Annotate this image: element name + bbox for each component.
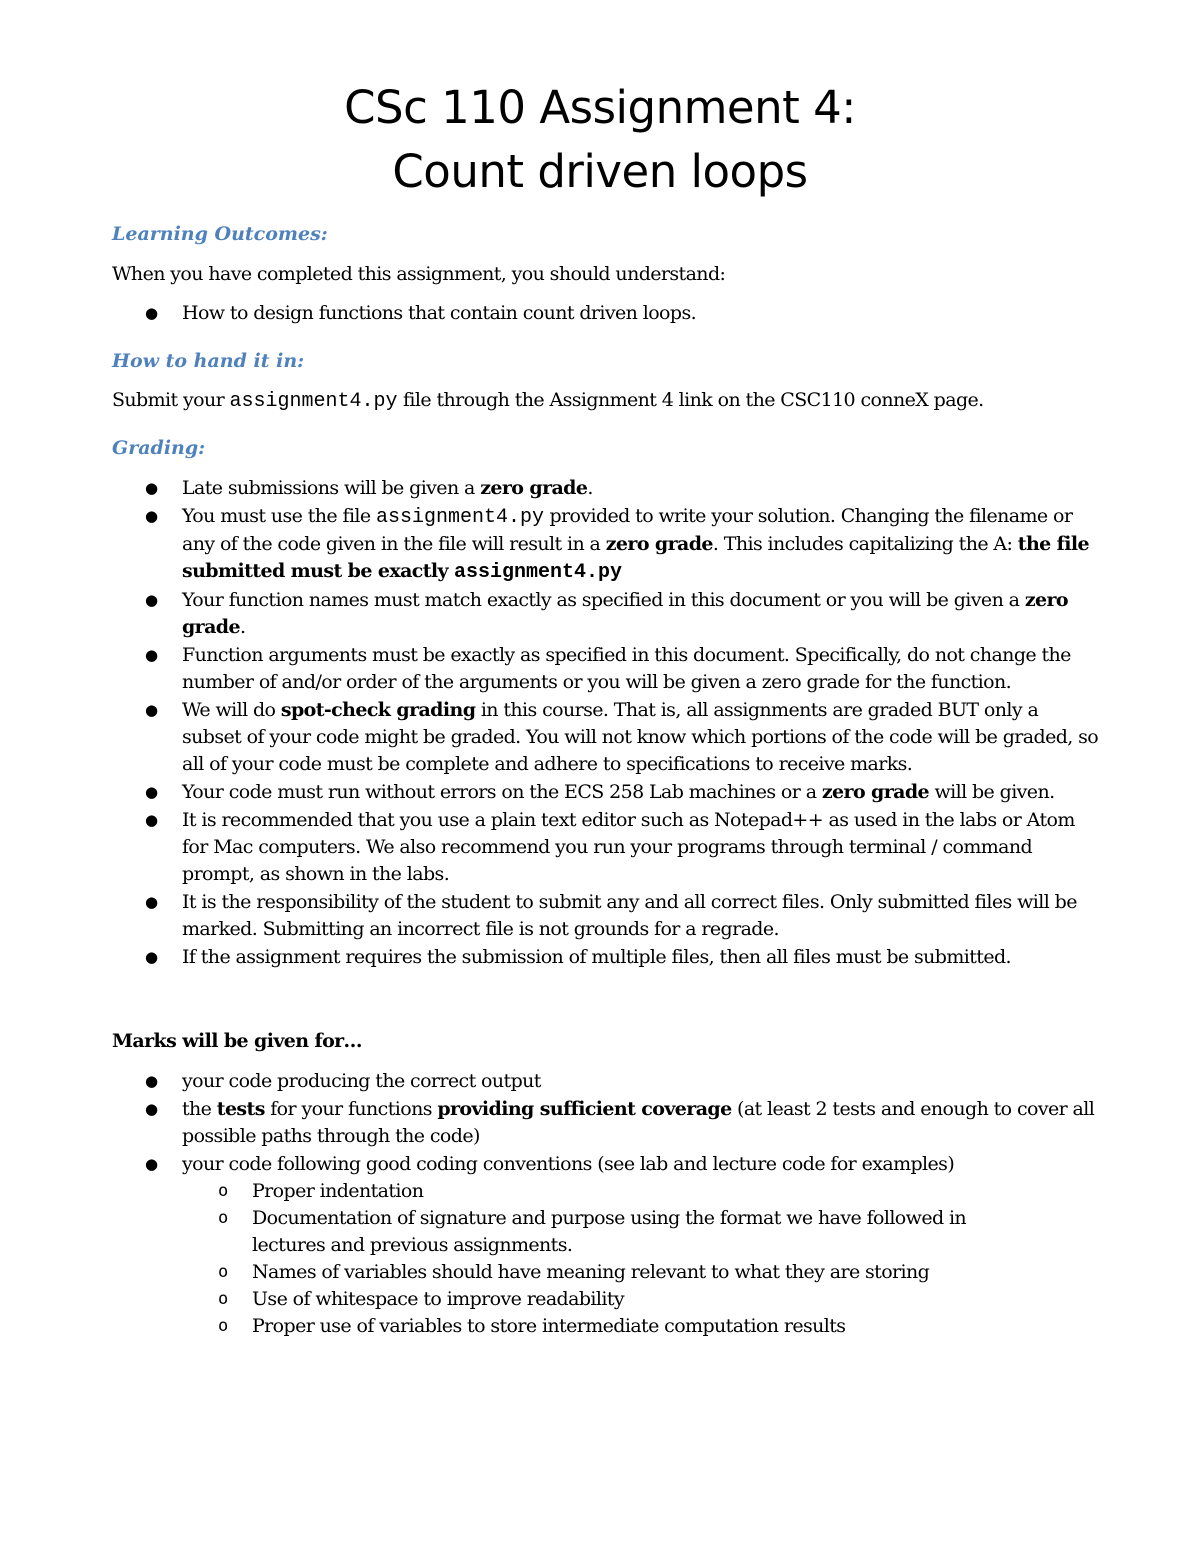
grading-item-text: will be given. <box>929 781 1055 803</box>
title-line-1: CSc 110 Assignment 4: <box>344 81 856 134</box>
grading-item-filename: assignment4.py <box>375 506 545 529</box>
grading-item-function-names <box>112 587 1102 641</box>
bullet-icon: ● <box>145 783 158 801</box>
grading-item-late <box>112 475 1102 502</box>
learning-outcomes-list <box>112 300 1102 328</box>
bullet-icon: ● <box>145 1155 158 1173</box>
list-item-text: How to design functions that contain count driven loops. <box>182 302 697 324</box>
bullet-icon: ● <box>145 948 158 966</box>
bullet-icon: ● <box>145 1100 158 1118</box>
circle-bullet-icon: o <box>218 1316 228 1336</box>
grading-item-bold: zero grade <box>605 533 713 555</box>
marks-list <box>112 1068 1102 1341</box>
circle-bullet-icon: o <box>218 1289 228 1309</box>
bullet-icon: ● <box>145 646 158 664</box>
grading-item-text: If the assignment requires the submission of multiple files, then all files must be submitted. <box>182 946 1011 968</box>
hand-in-text-after: file through the Assignment 4 link on the CSC110 conneX page. <box>397 389 984 411</box>
grading-item-text: You must use the file <box>182 505 376 527</box>
grading-item-text: in this course. That is, all assignments are graded BUT only a subset of your code might be graded. You will not know which portions of the code will be graded, so all of your code must be complete and adhere to specifications to receive marks. <box>182 699 1099 775</box>
grading-item-file <box>112 503 1102 586</box>
grading-item-filename-bold: assignment4.py <box>454 561 623 584</box>
conventions-sublist <box>112 1178 1102 1340</box>
bullet-icon: ● <box>145 1072 158 1090</box>
hand-in-filename: assignment4.py <box>229 390 398 413</box>
grading-item-text: It is recommended that you use a plain text editor such as Notepad++ as used in the labs or Atom for Mac computers. We also recommend you run your programs through terminal / command prompt, as shown in the labs. <box>182 809 1075 885</box>
grading-item-text: We will do <box>182 699 281 721</box>
sublist-item <box>112 1178 1032 1205</box>
bullet-icon: ● <box>145 304 158 322</box>
bullet-icon: ● <box>145 811 158 829</box>
grading-item-text: Your function names must match exactly as specified in this document or you will be given a <box>182 589 1025 611</box>
grading-item-spot-check <box>112 697 1102 778</box>
sublist-item <box>112 1286 1032 1313</box>
grading-item-text: provided to write your solution. Changing the filename or any of the code given in the file will result in a <box>182 505 1073 555</box>
grading-item-multiple-files <box>112 944 1102 971</box>
sublist-item-text: Use of whitespace to improve readability <box>252 1288 624 1310</box>
grading-item-responsibility <box>112 889 1102 943</box>
marks-item-tests <box>112 1096 1102 1150</box>
sublist-item <box>112 1205 1032 1259</box>
bullet-icon: ● <box>145 591 158 609</box>
sublist-item-text: Documentation of signature and purpose using the format we have followed in lectures and previous assignments. <box>252 1207 967 1256</box>
learning-outcomes-heading: Learning Outcomes: <box>112 223 328 245</box>
bullet-icon: ● <box>145 507 158 525</box>
marks-item-conventions <box>112 1151 1102 1340</box>
grading-item-lab-machines <box>112 779 1102 806</box>
sublist-item <box>112 1313 1032 1340</box>
grading-item-arguments <box>112 642 1102 696</box>
circle-bullet-icon: o <box>218 1208 228 1228</box>
grading-heading: Grading: <box>112 437 206 459</box>
grading-item-bold: zero grade <box>821 781 930 803</box>
hand-in-text <box>112 387 984 415</box>
marks-item-text: your code producing the correct output <box>182 1070 541 1092</box>
marks-item-output <box>112 1068 1102 1095</box>
sublist-item-text: Names of variables should have meaning relevant to what they are storing <box>252 1261 930 1283</box>
bullet-icon: ● <box>145 893 158 911</box>
grading-item-bold: zero grade <box>480 477 588 499</box>
grading-item-editor <box>112 807 1102 888</box>
circle-bullet-icon: o <box>218 1181 228 1201</box>
grading-item-bold: zero grade <box>182 589 1068 638</box>
grading-item-bold: spot-check grading <box>280 699 476 721</box>
hand-in-heading: How to hand it in: <box>112 350 305 372</box>
hand-in-text-before: Submit your <box>112 389 230 411</box>
grading-item-text: Function arguments must be exactly as specified in this document. Specifically, do not change the number of and/or order of the arguments or you will be given a zero grade for the function. <box>182 644 1071 693</box>
marks-item-text: your code following good coding conventions (see lab and lecture code for examples) <box>182 1153 955 1175</box>
circle-bullet-icon: o <box>218 1262 228 1282</box>
marks-item-text: (at least 2 tests and enough to cover all possible paths through the code) <box>182 1098 1095 1147</box>
grading-item-text: Your code must run without errors on the ECS 258 Lab machines or a <box>182 781 822 803</box>
grading-item-text: Late submissions will be given a <box>182 477 481 499</box>
marks-item-bold: tests <box>216 1098 265 1120</box>
grading-item-bold: the file submitted must be exactly <box>182 533 1089 582</box>
grading-item-text: . This includes capitalizing the A: <box>712 533 1018 555</box>
grading-item-text: . <box>587 477 593 499</box>
title-line-2: Count driven loops <box>392 145 808 198</box>
marks-item-bold: providing sufficient coverage <box>437 1098 732 1120</box>
sublist-item-text: Proper use of variables to store intermediate computation results <box>252 1315 846 1337</box>
learning-outcomes-intro: When you have completed this assignment, you should understand: <box>112 263 726 285</box>
marks-item-text: for your functions <box>264 1098 438 1120</box>
list-item <box>112 300 1102 327</box>
grading-item-text: . <box>239 616 246 638</box>
marks-item-text: the <box>182 1098 217 1120</box>
grading-item-text: It is the responsibility of the student to submit any and all correct files. Only submitted files will be marked. Submitting an incorrect file is not grounds for a regrade. <box>182 891 1077 940</box>
bullet-icon: ● <box>145 701 158 719</box>
bullet-icon: ● <box>145 479 158 497</box>
sublist-item <box>112 1259 1032 1286</box>
sublist-item-text: Proper indentation <box>252 1180 424 1202</box>
grading-list <box>112 475 1102 972</box>
marks-heading: Marks will be given for… <box>112 1030 362 1052</box>
